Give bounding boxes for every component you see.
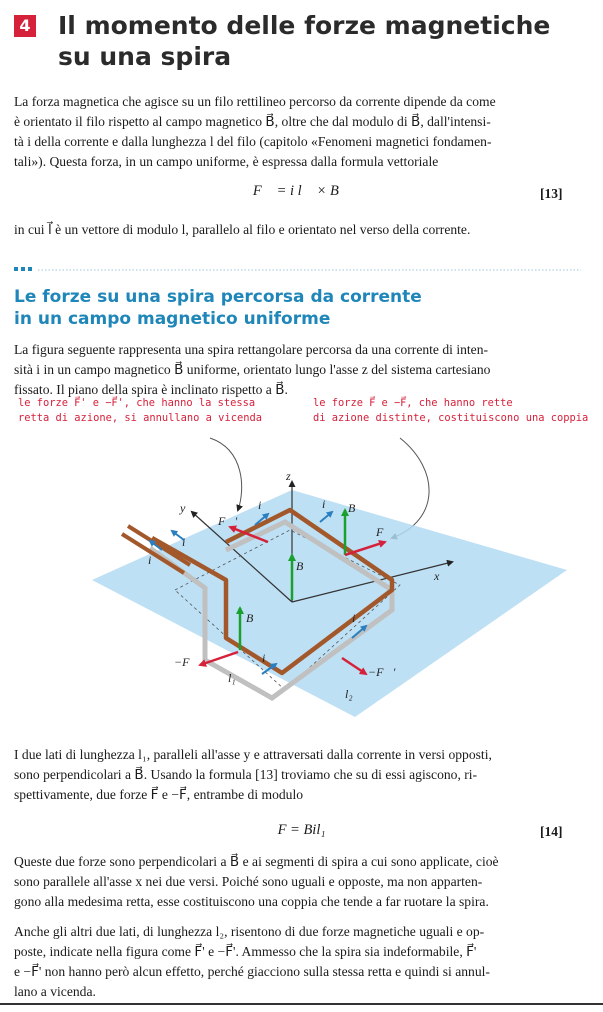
bottom-rule	[0, 1003, 603, 1005]
caption-right-line-2: di azione distinte, costituiscono una coppia	[313, 412, 589, 424]
caption-left-line-2: retta di azione, si annullano a vicenda	[18, 412, 262, 424]
subsection-title	[14, 286, 574, 330]
current-label: i	[148, 553, 152, 567]
section-title-line-1: Il momento delle forze magnetiche	[58, 11, 551, 40]
caption-left-line-1: le forze F⃗' e −F⃗', che hanno la stessa	[18, 397, 256, 409]
section-title	[58, 10, 578, 72]
formula-13: F⃗ = i l⃗ × B⃗	[252, 183, 351, 199]
equation-number-14: [14]	[540, 824, 563, 839]
caption-right-line-1: le forze F⃗ e −F⃗, che hanno rette	[313, 397, 513, 409]
text-line: lano a vicenda.	[14, 984, 96, 999]
formula-14: F = Bil₁	[277, 822, 326, 838]
text-line: sono parallele all'asse x nei due versi. Poiché sono uguali e opposte, ma non apparten-	[14, 874, 483, 889]
text-line: La forza magnetica che agisce su un filo rettilineo percorso da corrente dipende da come	[14, 94, 496, 109]
b-field-label: B⃗	[348, 501, 365, 515]
text-line: sono perpendicolari a B⃗. Usando la formula [13] troviamo che su di essi agiscono, ri-	[14, 767, 478, 782]
paragraph-4	[14, 922, 576, 1002]
force-f-label: F⃗	[376, 525, 393, 539]
current-label: i	[352, 611, 356, 625]
b-field-label: B⃗	[246, 611, 263, 625]
current-label: i	[262, 651, 266, 665]
text-line: tà i della corrente e dalla lunghezza l del filo (capitolo «Fenomeni magnetici fondamen-	[14, 134, 492, 149]
text-line: La figura seguente rappresenta una spira rettangolare percorsa da una corrente di inten-	[14, 342, 489, 357]
current-label: i	[182, 535, 186, 549]
text-line: gono alla medesima retta, esse costituiscono una coppia che tende a far ruotare la spira.	[14, 894, 489, 909]
length-l2-label: l₂	[345, 687, 353, 701]
dotted-separator	[14, 262, 581, 274]
b-field-label: B⃗	[296, 559, 313, 573]
spira-figure	[0, 430, 603, 730]
caption-right	[313, 396, 598, 426]
z-axis-label: z	[286, 469, 291, 483]
section-title-line-2: su una spira	[58, 42, 232, 71]
text-line: sità i in un campo magnetico B⃗ uniforme, orientato lungo l'asse z del sistema cartesiano	[14, 362, 491, 377]
after-formula-text: in cui l⃗ è un vettore di modulo l, parallelo al filo e orientato nel verso della corrente.	[14, 222, 471, 237]
section-number-badge: 4	[14, 15, 36, 37]
text-line: fissato. Il piano della spira è inclinato rispetto a B⃗.	[14, 382, 288, 397]
callout-left-arrow	[210, 438, 242, 510]
subsection-title-line-2: in un campo magnetico uniforme	[14, 309, 331, 329]
force-minus-f-prime-label: −F⃗'	[368, 665, 396, 679]
caption-left	[18, 396, 298, 426]
text-line: e −F⃗' non hanno però alcun effetto, perché giacciono sulla stessa retta e quindi si annul-	[14, 964, 490, 979]
xy-plane	[92, 490, 567, 717]
text-line: è orientato il filo rispetto al campo magnetico B⃗, oltre che dal modulo di B⃗, dall'intensi-	[14, 114, 491, 129]
subsection-title-line-1: Le forze su una spira percorsa da corrente	[14, 287, 422, 307]
text-line: spettivamente, due forze F⃗ e −F⃗, entrambe di modulo	[14, 787, 304, 802]
figure-intro-paragraph	[14, 340, 576, 400]
text-line: I due lati di lunghezza l₁, paralleli all'asse y e attraversati dalla corrente in versi opposti,	[14, 747, 492, 762]
text-line: Queste due forze sono perpendicolari a B⃗ e ai segmenti di spira a cui sono applicate, cioè	[14, 854, 499, 869]
y-axis-label: y	[180, 501, 186, 515]
text-line: Anche gli altri due lati, di lunghezza l₂, risentono di due forze magnetiche uguali e op-	[14, 924, 485, 939]
equation-number-13: [13]	[540, 186, 563, 201]
force-f-prime-label: F⃗'	[218, 514, 238, 528]
force-minus-f-label: −F⃗	[174, 655, 199, 669]
paragraph-3	[14, 852, 576, 912]
x-axis-label: x	[434, 569, 440, 583]
paragraph-2	[14, 745, 576, 805]
text-line: tali»). Questa forza, in un campo uniforme, è espressa dalla formula vettoriale	[14, 154, 439, 169]
intro-paragraph	[14, 92, 576, 172]
current-label: i	[258, 498, 262, 512]
length-l1-label: l₁	[228, 671, 236, 685]
text-line: poste, indicate nella figura come F⃗' e −F⃗'. Ammesso che la spira sia indeformabile, F⃗'	[14, 944, 477, 959]
current-label: i	[322, 497, 326, 511]
